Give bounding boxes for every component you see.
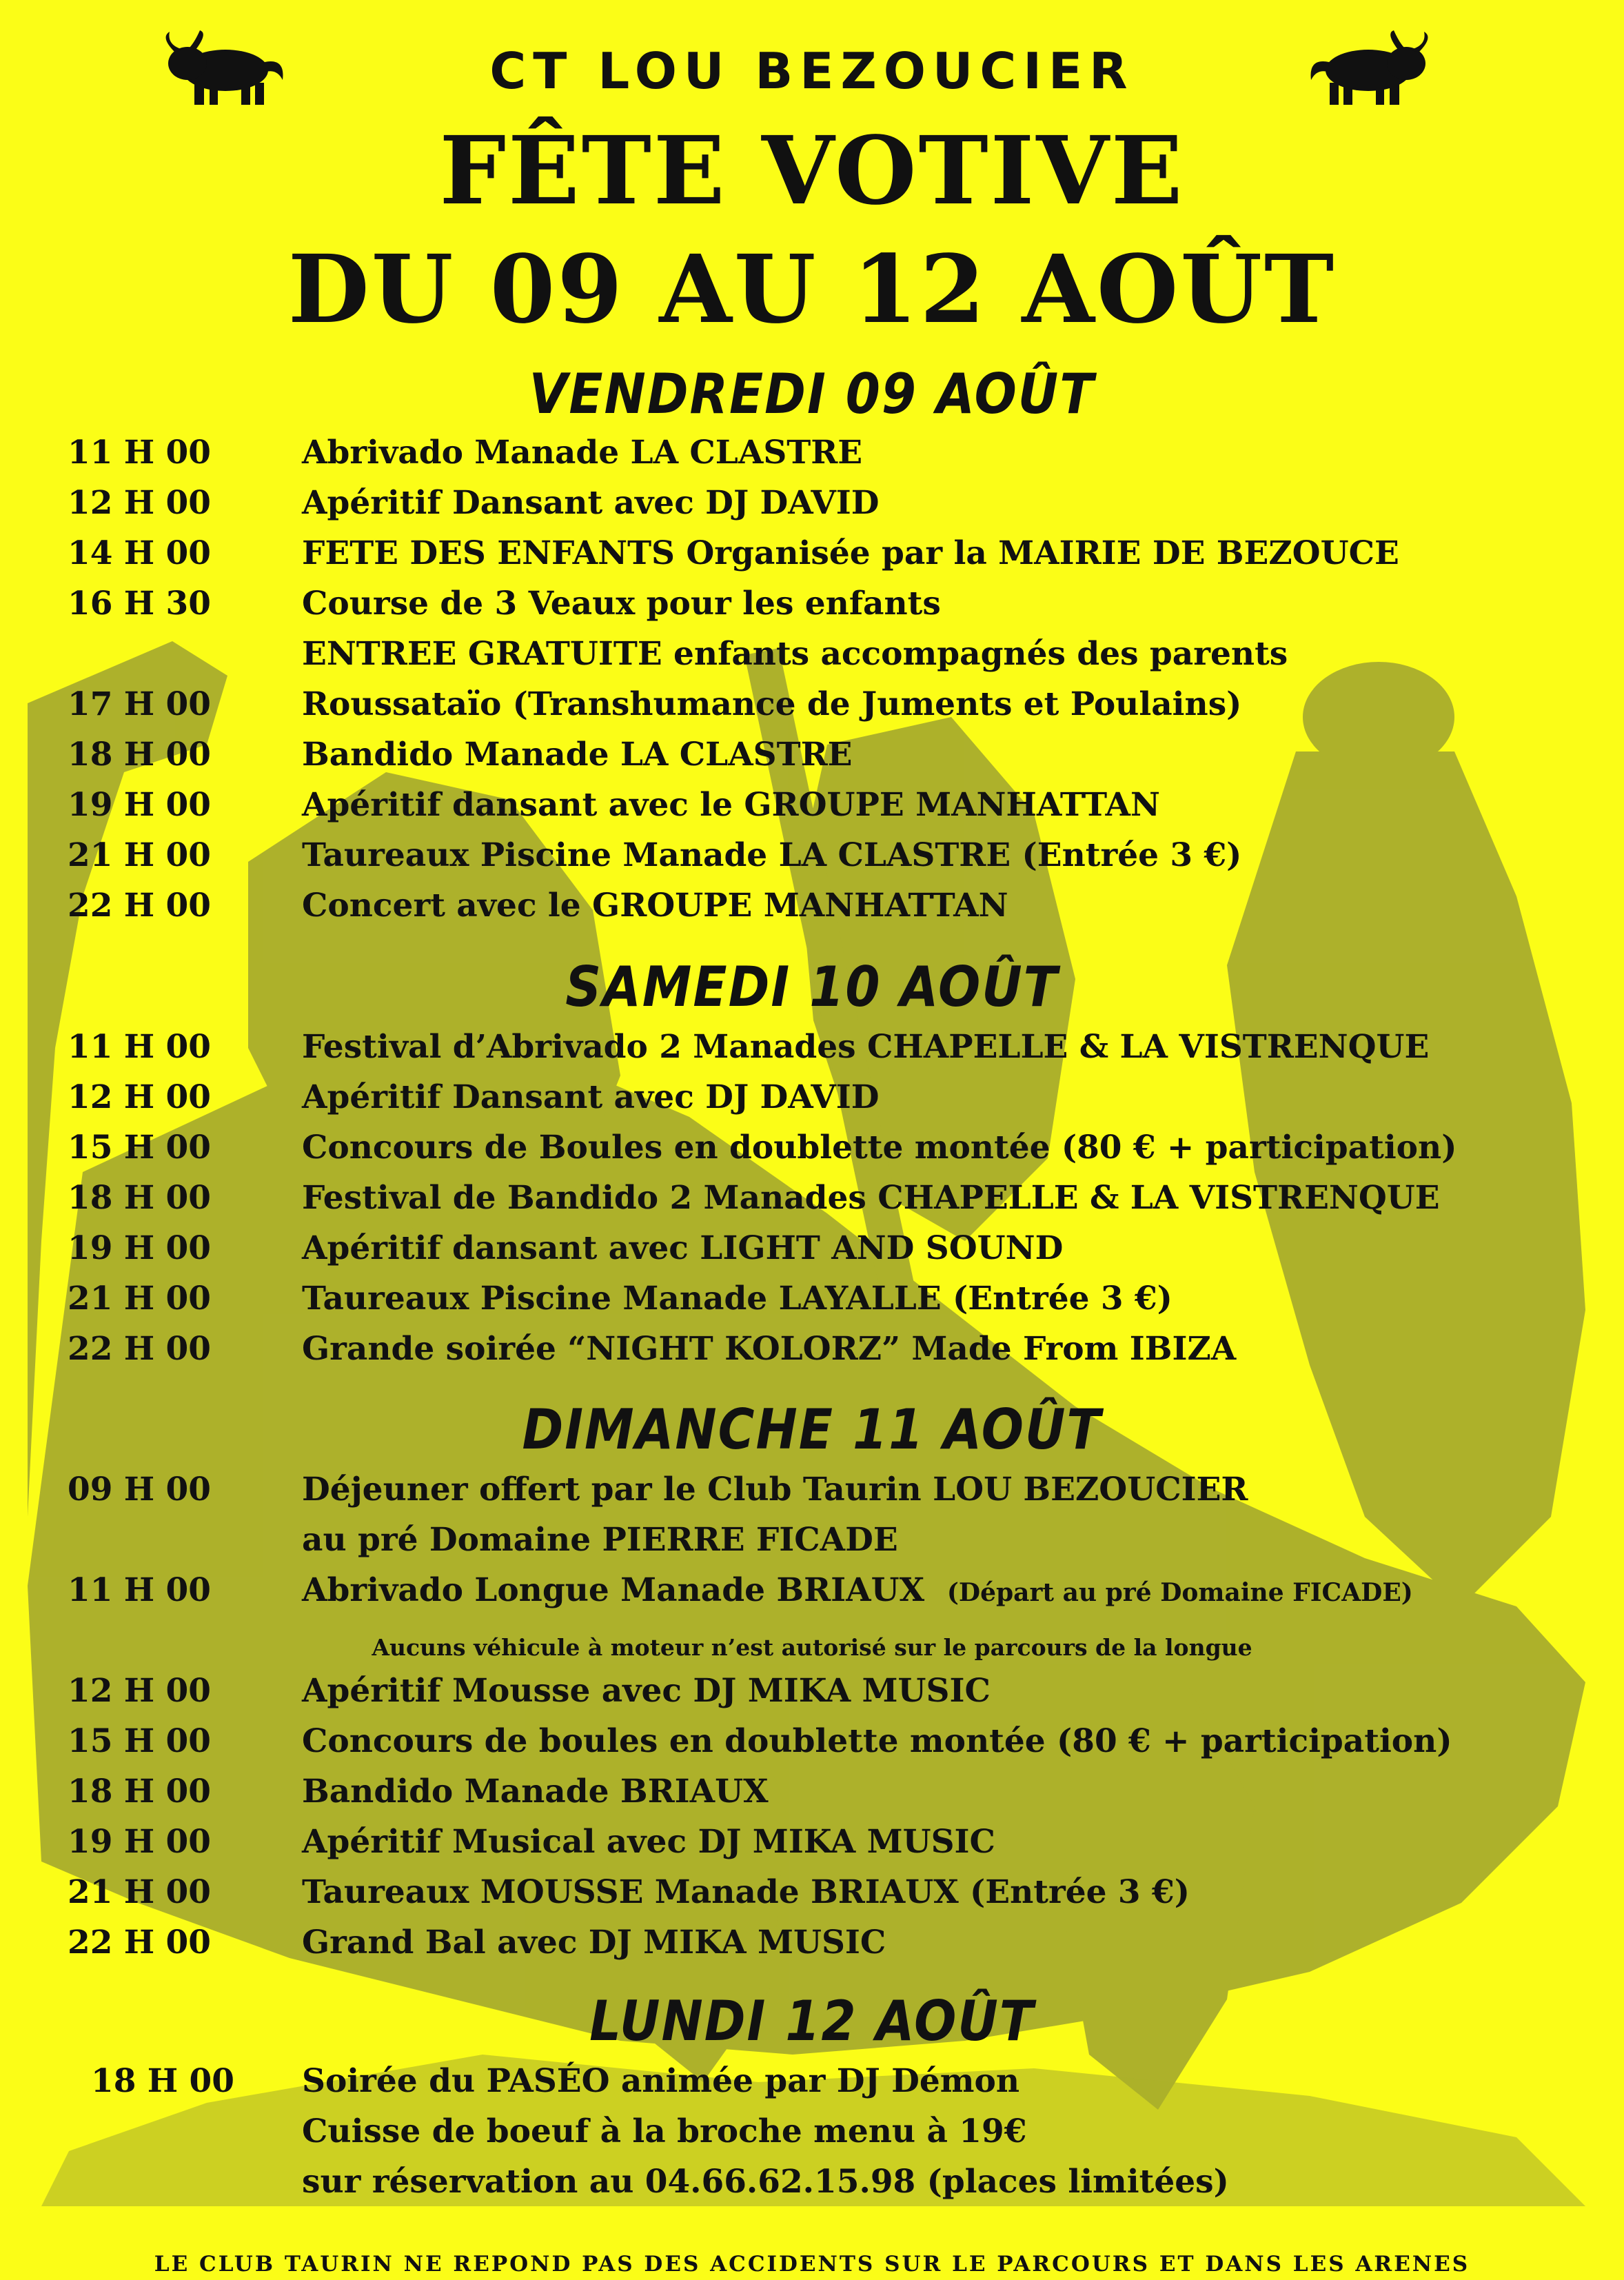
organization-name: CT LOU BEZOUCIER bbox=[489, 42, 1135, 100]
event-time: 18 H 00 bbox=[91, 2062, 234, 2100]
event-time: 15 H 00 bbox=[68, 1722, 211, 1760]
event-time: 14 H 00 bbox=[68, 534, 211, 572]
event-time: 18 H 00 bbox=[68, 736, 211, 774]
event-time: 18 H 00 bbox=[68, 1773, 211, 1810]
poster-title: FÊTE VOTIVE bbox=[439, 116, 1185, 226]
event-description: Roussataïo (Transhumance de Juments et Poulains) bbox=[302, 685, 1242, 723]
event-time: 12 H 00 bbox=[68, 1078, 211, 1116]
event-description: Grande soirée “NIGHT KOLORZ” Made From IBIZA bbox=[302, 1330, 1237, 1368]
event-description: Bandido Manade BRIAUX bbox=[302, 1773, 769, 1810]
event-time: 19 H 00 bbox=[68, 1229, 211, 1267]
event-description: FETE DES ENFANTS Organisée par la MAIRIE DE BEZOUCE bbox=[302, 534, 1399, 572]
route-warning-note: Aucuns véhicule à moteur n’est autorisé sur le parcours de la longue bbox=[372, 1634, 1252, 1661]
event-description: Soirée du PASÉO animée par DJ Démon bbox=[302, 2062, 1020, 2100]
event-description: ENTREE GRATUITE enfants accompagnés des parents bbox=[302, 635, 1288, 673]
event-description: Taureaux Piscine Manade LAYALLE (Entrée 3 €) bbox=[302, 1280, 1173, 1318]
event-description: Concours de Boules en doublette montée (80 € + participation) bbox=[302, 1129, 1457, 1167]
event-time: 21 H 00 bbox=[68, 836, 211, 874]
event-time: 19 H 00 bbox=[68, 786, 211, 824]
event-description: Concours de boules en doublette montée (80 € + participation) bbox=[302, 1722, 1452, 1760]
event-time: 12 H 00 bbox=[68, 484, 211, 522]
event-description bbox=[302, 1566, 1612, 1617]
disclaimer-footer: LE CLUB TAURIN NE REPOND PAS DES ACCIDENTS SUR LE PARCOURS ET DANS LES ARENES bbox=[154, 2252, 1470, 2277]
day-heading: DIMANCHE 11 AOÛT bbox=[522, 1396, 1102, 1462]
event-description: Festival de Bandido 2 Manades CHAPELLE & LA VISTRENQUE bbox=[302, 1179, 1440, 1217]
event-description: Apéritif Dansant avec DJ DAVID bbox=[302, 1078, 880, 1116]
event-description: Apéritif Mousse avec DJ MIKA MUSIC bbox=[302, 1672, 991, 1710]
event-description: Concert avec le GROUPE MANHATTAN bbox=[302, 887, 1008, 925]
event-description: Bandido Manade LA CLASTRE bbox=[302, 736, 853, 774]
event-description: Festival d’Abrivado 2 Manades CHAPELLE & LA VISTRENQUE bbox=[302, 1028, 1430, 1066]
event-time: 17 H 00 bbox=[68, 685, 211, 723]
poster-dates: DU 09 AU 12 AOÛT bbox=[287, 234, 1337, 345]
event-time: 18 H 00 bbox=[68, 1179, 211, 1217]
event-description: Apéritif Dansant avec DJ DAVID bbox=[302, 484, 880, 522]
event-description: Taureaux MOUSSE Manade BRIAUX (Entrée 3 €) bbox=[302, 1873, 1190, 1911]
event-description: au pré Domaine PIERRE FICADE bbox=[302, 1521, 898, 1559]
event-time: 22 H 00 bbox=[68, 1330, 211, 1368]
event-time: 21 H 00 bbox=[68, 1280, 211, 1318]
event-description: Déjeuner offert par le Club Taurin LOU BEZOUCIER bbox=[302, 1471, 1248, 1509]
event-description: Cuisse de boeuf à la broche menu à 19€ bbox=[302, 2112, 1027, 2150]
event-time: 11 H 00 bbox=[68, 1571, 211, 1609]
event-description: Abrivado Manade LA CLASTRE bbox=[302, 434, 863, 472]
event-time: 12 H 00 bbox=[68, 1672, 211, 1710]
event-time: 16 H 30 bbox=[68, 585, 211, 623]
event-description: Grand Bal avec DJ MIKA MUSIC bbox=[302, 1924, 886, 1961]
event-time: 22 H 00 bbox=[68, 1924, 211, 1961]
event-description: Apéritif Musical avec DJ MIKA MUSIC bbox=[302, 1823, 995, 1861]
event-time: 09 H 00 bbox=[68, 1471, 211, 1509]
event-detail: (Départ au pré Domaine FICADE) bbox=[946, 1578, 1413, 1607]
event-description: Apéritif dansant avec LIGHT AND SOUND bbox=[302, 1229, 1064, 1267]
event-description: Taureaux Piscine Manade LA CLASTRE (Entrée 3 €) bbox=[302, 836, 1242, 874]
event-time: 19 H 00 bbox=[68, 1823, 211, 1861]
day-heading: VENDREDI 09 AOÛT bbox=[529, 361, 1095, 427]
day-heading: LUNDI 12 AOÛT bbox=[589, 1988, 1035, 2054]
event-time: 21 H 00 bbox=[68, 1873, 211, 1911]
day-heading: SAMEDI 10 AOÛT bbox=[565, 954, 1059, 1020]
event-description: Apéritif dansant avec le GROUPE MANHATTAN bbox=[302, 786, 1160, 824]
event-time: 22 H 00 bbox=[68, 887, 211, 925]
event-description: sur réservation au 04.66.62.15.98 (places limitées) bbox=[302, 2163, 1229, 2201]
event-text: Abrivado Longue Manade BRIAUX bbox=[302, 1571, 925, 1609]
event-time: 11 H 00 bbox=[68, 434, 211, 472]
bull-icon bbox=[1306, 30, 1434, 108]
event-description: Course de 3 Veaux pour les enfants bbox=[302, 585, 941, 623]
event-time: 11 H 00 bbox=[68, 1028, 211, 1066]
event-time: 15 H 00 bbox=[68, 1129, 211, 1167]
